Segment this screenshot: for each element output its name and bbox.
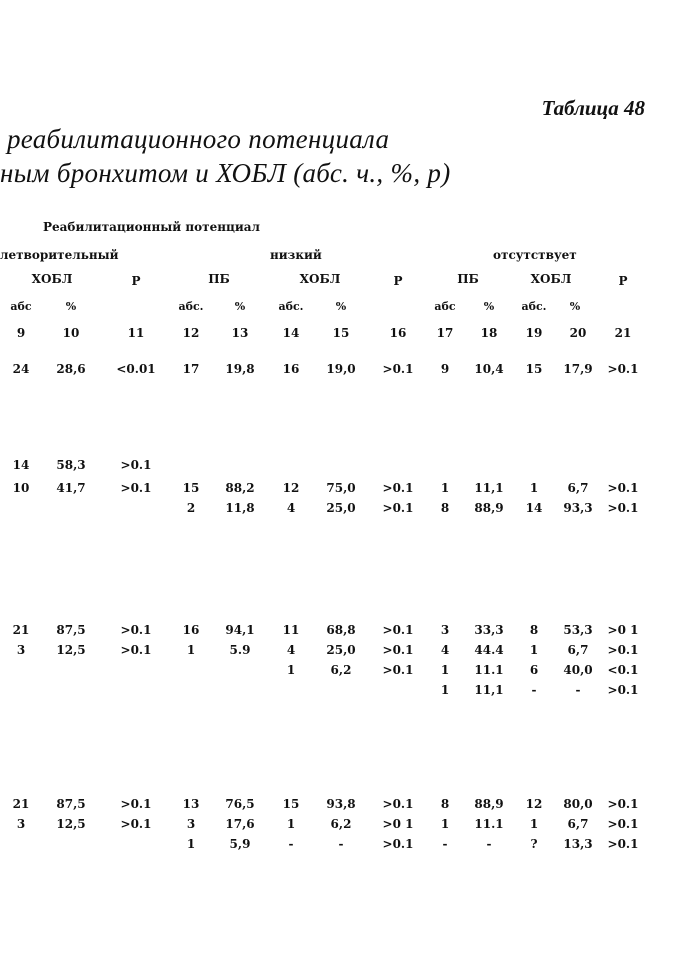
table-cell: 4 xyxy=(286,501,296,515)
table-cell: >0.1 xyxy=(607,362,639,376)
table-cell: >0.1 xyxy=(607,683,639,697)
diagnosis-header-copd-2: ХОБЛ xyxy=(299,272,341,286)
table-cell: 15 xyxy=(525,362,543,376)
table-cell: 1 xyxy=(440,481,450,495)
table-cell: >0.1 xyxy=(382,362,414,376)
table-cell: >0.1 xyxy=(120,797,152,811)
table-cell: 1 xyxy=(286,817,296,831)
column-number-14: 14 xyxy=(282,326,300,340)
table-cell: 28,6 xyxy=(56,362,86,376)
table-cell: 3 xyxy=(186,817,196,831)
table-cell: >0.1 xyxy=(382,797,414,811)
table-cell: 11,8 xyxy=(225,501,255,515)
unit-col-15: % xyxy=(335,300,347,313)
table-cell: 4 xyxy=(286,643,296,657)
table-cell: 25,0 xyxy=(326,643,356,657)
table-cell: ? xyxy=(530,837,538,851)
table-cell: 11,1 xyxy=(474,683,504,697)
unit-col-10: % xyxy=(65,300,77,313)
column-number-18: 18 xyxy=(480,326,498,340)
p-header-1: Р xyxy=(131,274,141,288)
table-cell: >0.1 xyxy=(382,481,414,495)
table-cell: 17 xyxy=(182,362,200,376)
table-cell: 1 xyxy=(286,663,296,677)
table-cell: 12 xyxy=(282,481,300,495)
table-cell: - xyxy=(338,837,344,851)
table-cell: 3 xyxy=(440,623,450,637)
table-cell: 17,9 xyxy=(563,362,593,376)
unit-col-14: абс. xyxy=(278,300,304,313)
table-cell: - xyxy=(575,683,581,697)
table-cell: 40,0 xyxy=(563,663,593,677)
table-cell: 1 xyxy=(529,481,539,495)
table-cell: 88,9 xyxy=(474,501,504,515)
p-header-3: Р xyxy=(618,274,628,288)
table-cell: 1 xyxy=(186,837,196,851)
table-cell: >0.1 xyxy=(382,623,414,637)
table-cell: 13,3 xyxy=(563,837,593,851)
unit-col-9: абс xyxy=(10,300,32,313)
table-cell: <0.01 xyxy=(116,362,156,376)
table-cell: 93,8 xyxy=(326,797,356,811)
table-cell: 6,7 xyxy=(567,643,589,657)
diagnosis-header-copd-1: ХОБЛ xyxy=(31,272,73,286)
table-cell: 76,5 xyxy=(225,797,255,811)
table-cell: 21 xyxy=(12,797,30,811)
table-cell: 14 xyxy=(525,501,543,515)
level-header-low: низкий xyxy=(270,248,322,262)
table-cell: 14 xyxy=(12,458,30,472)
column-number-10: 10 xyxy=(62,326,80,340)
table-cell: 6,7 xyxy=(567,481,589,495)
table-cell: 68,8 xyxy=(326,623,356,637)
table-cell: 16 xyxy=(182,623,200,637)
table-cell: 12,5 xyxy=(56,817,86,831)
unit-col-19: абс. xyxy=(521,300,547,313)
table-cell: 2 xyxy=(186,501,196,515)
column-number-16: 16 xyxy=(389,326,407,340)
table-cell: >0.1 xyxy=(382,501,414,515)
diagnosis-header-cb-2: ПБ xyxy=(457,272,479,286)
table-cell: >0.1 xyxy=(607,643,639,657)
table-cell: 3 xyxy=(16,643,26,657)
table-cell: 12 xyxy=(525,797,543,811)
table-cell: 8 xyxy=(440,797,450,811)
unit-col-20: % xyxy=(569,300,581,313)
column-number-11: 11 xyxy=(127,326,145,340)
table-cell: >0.1 xyxy=(120,623,152,637)
table-cell: - xyxy=(442,837,448,851)
table-cell: >0.1 xyxy=(120,817,152,831)
table-cell: >0.1 xyxy=(120,481,152,495)
table-cell: - xyxy=(288,837,294,851)
table-cell: >0.1 xyxy=(607,837,639,851)
unit-col-17: абс xyxy=(434,300,456,313)
column-number-19: 19 xyxy=(525,326,543,340)
table-cell: >0.1 xyxy=(382,643,414,657)
column-number-12: 12 xyxy=(182,326,200,340)
table-cell: 15 xyxy=(182,481,200,495)
table-cell: 94,1 xyxy=(225,623,255,637)
table-cell: 15 xyxy=(282,797,300,811)
column-number-15: 15 xyxy=(332,326,350,340)
table-cell: >0.1 xyxy=(120,643,152,657)
table-cell: 3 xyxy=(16,817,26,831)
table-cell: >0.1 xyxy=(382,837,414,851)
table-caption-line-1: реабилитационного потенциала xyxy=(7,124,390,154)
table-cell: - xyxy=(531,683,537,697)
diagnosis-header-copd-3: ХОБЛ xyxy=(530,272,572,286)
table-cell: >0.1 xyxy=(607,481,639,495)
column-number-21: 21 xyxy=(614,326,632,340)
table-cell: 87,5 xyxy=(56,797,86,811)
p-header-2: Р xyxy=(393,274,403,288)
table-cell: >0 1 xyxy=(607,623,639,637)
table-cell: >0.1 xyxy=(607,501,639,515)
table-cell: 87,5 xyxy=(56,623,86,637)
table-cell: 5,9 xyxy=(229,837,251,851)
column-number-20: 20 xyxy=(569,326,587,340)
table-cell: 9 xyxy=(440,362,450,376)
table-cell: 11.1 xyxy=(474,663,504,677)
table-caption-line-2: ным бронхитом и ХОБЛ (абс. ч., %, р) xyxy=(0,158,451,188)
table-cell: 19,8 xyxy=(225,362,255,376)
level-header-absent: отсутствует xyxy=(493,248,577,262)
table-cell: 11.1 xyxy=(474,817,504,831)
table-cell: 10,4 xyxy=(474,362,504,376)
table-cell: >0.1 xyxy=(607,797,639,811)
table-cell: 93,3 xyxy=(563,501,593,515)
table-cell: 12,5 xyxy=(56,643,86,657)
unit-col-13: % xyxy=(234,300,246,313)
table-cell: 11 xyxy=(282,623,300,637)
table-cell: >0.1 xyxy=(382,663,414,677)
table-cell: 8 xyxy=(440,501,450,515)
table-cell: - xyxy=(486,837,492,851)
table-cell: 6,7 xyxy=(567,817,589,831)
table-cell: 33,3 xyxy=(474,623,504,637)
diagnosis-header-cb-1: ПБ xyxy=(208,272,230,286)
table-cell: 58,3 xyxy=(56,458,86,472)
group-header-rehab-potential: Реабилитационный потенциал xyxy=(43,220,260,234)
table-cell: 13 xyxy=(182,797,200,811)
table-cell: 1 xyxy=(529,643,539,657)
table-cell: 6,2 xyxy=(330,817,352,831)
column-number-9: 9 xyxy=(16,326,26,340)
table-cell: 24 xyxy=(12,362,30,376)
column-number-13: 13 xyxy=(231,326,249,340)
table-cell: 6,2 xyxy=(330,663,352,677)
table-cell: 4 xyxy=(440,643,450,657)
table-cell: 1 xyxy=(186,643,196,657)
table-cell: 6 xyxy=(529,663,539,677)
table-cell: 17,6 xyxy=(225,817,255,831)
table-cell: 75,0 xyxy=(326,481,356,495)
table-number-label: Таблица 48 xyxy=(541,96,645,120)
table-cell: 53,3 xyxy=(563,623,593,637)
table-cell: <0.1 xyxy=(607,663,639,677)
table-cell: 88,9 xyxy=(474,797,504,811)
unit-col-18: % xyxy=(483,300,495,313)
unit-col-12: абс. xyxy=(178,300,204,313)
table-cell: 80,0 xyxy=(563,797,593,811)
table-cell: 8 xyxy=(529,623,539,637)
column-number-17: 17 xyxy=(436,326,454,340)
table-cell: 1 xyxy=(440,817,450,831)
table-cell: 10 xyxy=(12,481,30,495)
table-cell: 1 xyxy=(529,817,539,831)
table-cell: 11,1 xyxy=(474,481,504,495)
table-cell: 88,2 xyxy=(225,481,255,495)
table-cell: 1 xyxy=(440,663,450,677)
table-cell: 25,0 xyxy=(326,501,356,515)
table-cell: 5.9 xyxy=(229,643,251,657)
table-cell: 16 xyxy=(282,362,300,376)
table-cell: >0.1 xyxy=(120,458,152,472)
table-cell: 44.4 xyxy=(474,643,504,657)
table-cell: 19,0 xyxy=(326,362,356,376)
table-cell: 1 xyxy=(440,683,450,697)
table-cell: 21 xyxy=(12,623,30,637)
table-cell: >0.1 xyxy=(607,817,639,831)
table-cell: 41,7 xyxy=(56,481,86,495)
table-cell: >0 1 xyxy=(382,817,414,831)
level-header-satisfactory: летворительный xyxy=(0,248,119,262)
